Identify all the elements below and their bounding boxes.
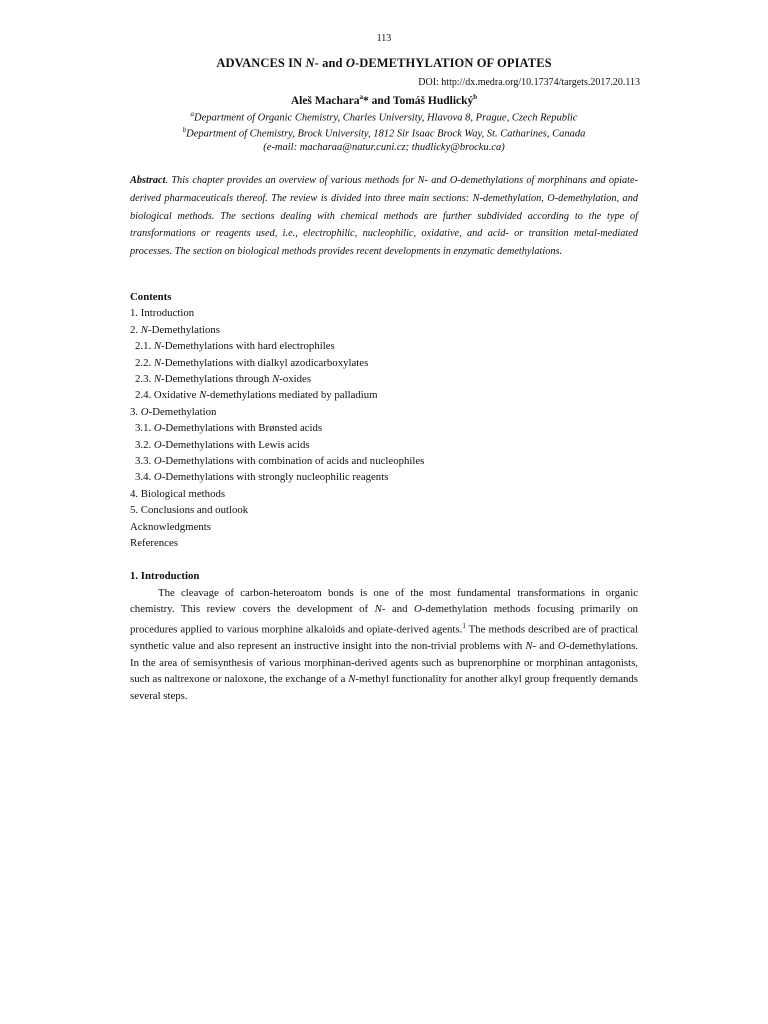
toc-item[interactable]: 5. Conclusions and outlook [130,504,249,517]
email-line[interactable]: (e-mail: macharaa@natur.cuni.cz; thudlicky@brocku.ca) [263,142,505,153]
affiliation-text: Department of Organic Chemistry, Charles University, Hlavova 8, Prague, Czech Republic [194,112,578,124]
toc-item[interactable]: 4. Biological methods [130,487,226,500]
abstract-text: . This chapter provides an overview of various methods for N- and O-demethylations of morphinans and opiate-derived pharmaceuticals thereof. The review is divided into three main sections: N-demethylation, O-demethylation, and biological methods. The sections dealing with chemical methods are further subdivided according to the type of transformations or reagents used, i.e., electrophilic, nucleophilic, oxidative, and acid- or transition metal-mediated processes. The section on biological methods provides recent developments in enzymatic demethylations. [130,175,638,258]
toc-item[interactable]: 3. O-Demethylation [130,405,217,418]
author-name: Aleš Machara [290,94,360,107]
toc-item[interactable]: 2.4. Oxidative N-demethylations mediated by palladium [135,389,378,402]
toc-item[interactable]: 3.2. O-Demethylations with Lewis acids [135,438,310,451]
body-paragraph: The cleavage of carbon-heteroatom bonds is one of the most fundamental transformations in organic chemistry. This review covers the development of N- and O-demethylation methods focusing primarily on procedures applied to various morphine alkaloids and opiate-derived agents.$^1$ The methods described are of practical synthetic value and also represent an instructive insight into the non-trivial problems with N- and O-demethylations. In the area of semisynthesis of various morphinan-derived agents such as buprenorphine or morphinan antagonists, such as naltrexone or naloxone, the exchange of a N-methyl functionality for another alkyl group frequently demands several steps. [130,586,638,702]
introduction-section [130,568,638,704]
affiliation-marker: b [473,93,478,101]
author-name: Tomáš Hudlický [392,94,474,107]
toc-item[interactable]: 3.3. O-Demethylations with combination of acids and nucleophiles [135,455,425,468]
citation-ref[interactable]: 1 [462,621,466,630]
affiliation [0,110,768,124]
table-of-contents [130,289,638,552]
title-italic-o: O [345,56,355,70]
affiliation-marker: a [359,93,363,101]
author-conjunction: and [368,94,393,107]
page-number: 113 [376,33,392,44]
abstract [130,172,638,261]
affiliation [0,126,768,140]
author-line [0,93,768,107]
title-italic-n: N [305,56,315,70]
corresponding-marker: * [363,94,369,107]
toc-item[interactable]: References [130,537,178,550]
affiliation-marker: a [190,110,195,118]
toc-item[interactable]: 2.2. N-Demethylations with dialkyl azodicarboxylates [135,356,369,369]
title-text: -DEMETHYLATION OF OPIATES [354,56,552,70]
title-text: - and [314,56,346,70]
title-text: ADVANCES IN [216,56,306,70]
toc-item[interactable]: Acknowledgments [130,520,211,533]
toc-item[interactable]: 3.1. O-Demethylations with Brønsted acids [135,422,323,435]
toc-item[interactable]: 3.4. O-Demethylations with strongly nucleophilic reagents [135,471,389,484]
affiliation-marker: b [182,126,187,134]
paper-title [0,56,768,71]
toc-item[interactable]: 2. N-Demethylations [130,323,220,336]
toc-item[interactable]: 2.1. N-Demethylations with hard electrophiles [135,340,335,353]
abstract-label: Abstract [130,175,166,186]
toc-item[interactable]: 1. Introduction [130,307,195,320]
section-heading: 1. Introduction [130,570,200,582]
contents-heading: Contents [130,291,172,303]
toc-item[interactable]: 2.3. N-Demethylations through N-oxides [135,373,312,386]
affiliation-text: Department of Chemistry, Brock University, 1812 Sir Isaac Brock Way, St. Catharines, Canada [186,128,586,140]
doi-link[interactable]: DOI: http://dx.medra.org/10.17374/targets.2017.20.113 [418,77,640,88]
